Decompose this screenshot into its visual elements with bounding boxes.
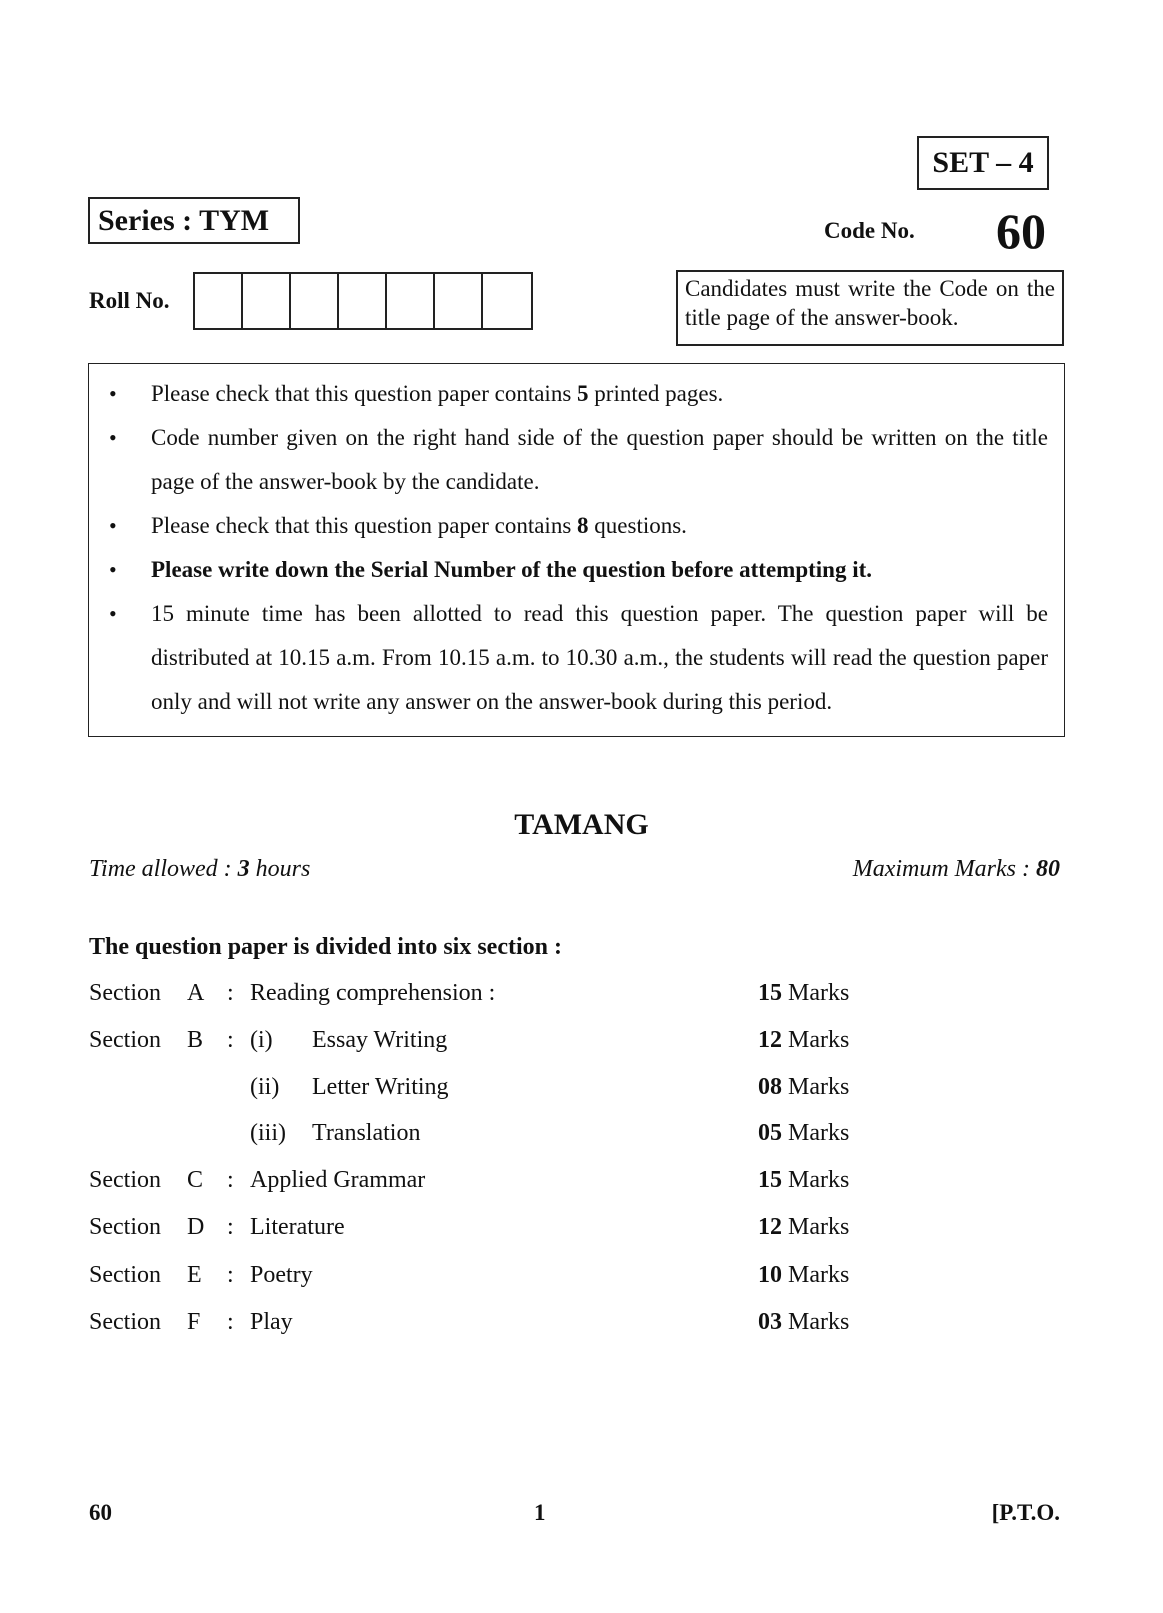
section-letter: A bbox=[187, 980, 205, 1006]
roll-number-cell[interactable] bbox=[243, 274, 291, 328]
section-label: Section bbox=[89, 1262, 161, 1288]
section-colon: : bbox=[227, 980, 234, 1006]
set-number-box: SET – 4 bbox=[917, 136, 1049, 190]
section-name: (iii) bbox=[250, 1120, 286, 1146]
section-subtopic: Essay Writing bbox=[312, 1027, 448, 1053]
roll-number-cell[interactable] bbox=[387, 274, 435, 328]
footer-code: 60 bbox=[89, 1500, 112, 1525]
instructions-box bbox=[88, 363, 1065, 737]
sections-heading: The question paper is divided into six section : bbox=[89, 934, 562, 960]
series-box: Series : TYM bbox=[88, 197, 300, 244]
roll-number-cell[interactable] bbox=[339, 274, 387, 328]
roll-number-label: Roll No. bbox=[89, 288, 170, 313]
section-marks: 15 Marks bbox=[758, 1167, 850, 1193]
section-colon: : bbox=[227, 1214, 234, 1240]
section-name: Applied Grammar bbox=[250, 1167, 426, 1193]
section-marks: 12 Marks bbox=[758, 1214, 850, 1240]
section-colon: : bbox=[227, 1167, 234, 1193]
section-row bbox=[0, 1027, 1163, 1071]
section-letter: C bbox=[187, 1167, 204, 1193]
instruction-item: • 15 minute time has been allotted to read this question paper. The question paper will be distributed at 10.15 a.m. From 10.15 a.m. to 10.30 a.m., the students will read the question paper only and will not write any answer on the answer-book during this period. bbox=[89, 592, 1064, 724]
section-name: (ii) bbox=[250, 1074, 280, 1100]
bullet-icon: • bbox=[109, 557, 117, 582]
section-name: (i) bbox=[250, 1027, 273, 1053]
section-name: Play bbox=[250, 1309, 293, 1335]
section-name: Reading comprehension : bbox=[250, 980, 496, 1006]
instruction-item: • Please write down the Serial Number of the question before attempting it. bbox=[89, 548, 1064, 592]
section-colon: : bbox=[227, 1309, 234, 1335]
section-colon: : bbox=[227, 1027, 234, 1053]
instruction-item: • Please check that this question paper contains 8 questions. bbox=[89, 504, 1064, 548]
section-marks: 15 Marks bbox=[758, 980, 850, 1006]
section-row bbox=[0, 1309, 1163, 1353]
section-name: Literature bbox=[250, 1214, 345, 1240]
section-label: Section bbox=[89, 1309, 161, 1335]
section-marks: 10 Marks bbox=[758, 1262, 850, 1288]
roll-number-boxes[interactable] bbox=[193, 272, 533, 330]
roll-number-cell[interactable] bbox=[195, 274, 243, 328]
section-label: Section bbox=[89, 1167, 161, 1193]
page-number: 1 bbox=[534, 1500, 546, 1525]
section-marks: 08 Marks bbox=[758, 1074, 850, 1100]
bullet-icon: • bbox=[109, 381, 117, 406]
maximum-marks: Maximum Marks : 80 bbox=[852, 856, 1060, 882]
code-label: Code No. bbox=[824, 218, 915, 243]
section-letter: F bbox=[187, 1309, 201, 1335]
instruction-item: • Please check that this question paper contains 5 printed pages. bbox=[89, 372, 1064, 416]
roll-number-cell[interactable] bbox=[483, 274, 531, 328]
section-row bbox=[0, 1120, 1163, 1164]
section-letter: E bbox=[187, 1262, 202, 1288]
pto-label: [P.T.O. bbox=[991, 1500, 1060, 1525]
code-number: 60 bbox=[996, 203, 1046, 259]
section-row bbox=[0, 1167, 1163, 1211]
section-marks: 03 Marks bbox=[758, 1309, 850, 1335]
section-label: Section bbox=[89, 1214, 161, 1240]
time-allowed: Time allowed : 3 hours bbox=[89, 856, 311, 882]
section-row bbox=[0, 1074, 1163, 1118]
section-marks: 12 Marks bbox=[758, 1027, 850, 1053]
instructions-list bbox=[89, 372, 1064, 724]
section-row bbox=[0, 1262, 1163, 1306]
roll-number-cell[interactable] bbox=[435, 274, 483, 328]
section-label: Section bbox=[89, 980, 161, 1006]
section-subtopic: Translation bbox=[312, 1120, 421, 1146]
bullet-icon: • bbox=[109, 425, 117, 450]
section-row bbox=[0, 1214, 1163, 1258]
instruction-item: • Code number given on the right hand side of the question paper should be written on the title page of the answer-book by the candidate. bbox=[89, 416, 1064, 504]
bullet-icon: • bbox=[109, 513, 117, 538]
bullet-icon: • bbox=[109, 601, 117, 626]
section-row bbox=[0, 980, 1163, 1024]
section-marks: 05 Marks bbox=[758, 1120, 850, 1146]
subject-title: TAMANG bbox=[514, 808, 649, 841]
section-name: Poetry bbox=[250, 1262, 313, 1288]
section-subtopic: Letter Writing bbox=[312, 1074, 449, 1100]
roll-number-cell[interactable] bbox=[291, 274, 339, 328]
section-label: Section bbox=[89, 1027, 161, 1053]
section-letter: B bbox=[187, 1027, 204, 1053]
candidates-code-note: Candidates must write the Code on the title page of the answer-book. bbox=[676, 270, 1064, 346]
section-letter: D bbox=[187, 1214, 205, 1240]
section-colon: : bbox=[227, 1262, 234, 1288]
